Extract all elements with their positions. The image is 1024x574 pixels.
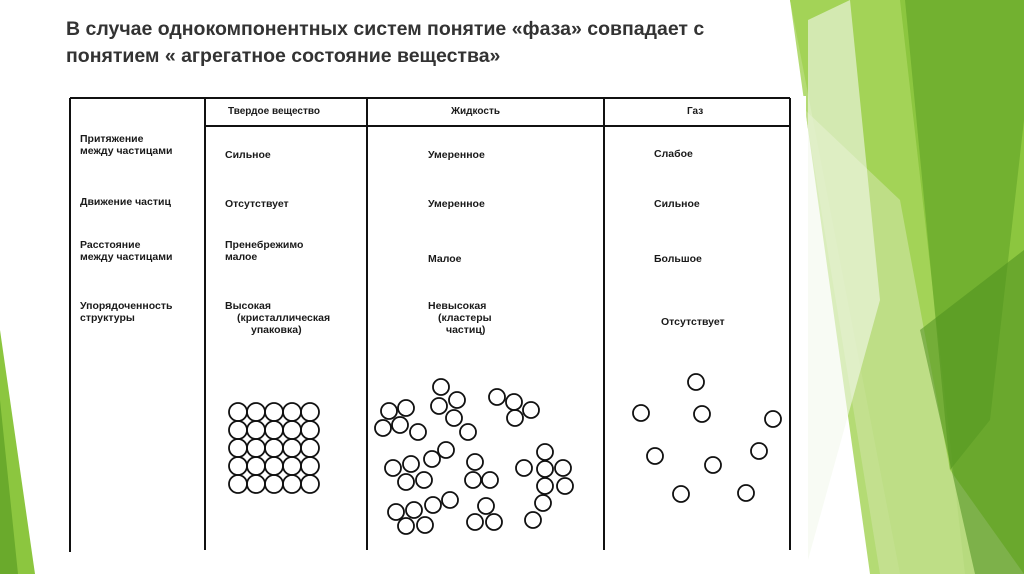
row-label-line: структуры (80, 312, 135, 324)
cell-gas-order: Отсутствует (661, 316, 725, 328)
row-label-movement: Движение частиц (80, 196, 171, 208)
cell-liquid-movement: Умеренное (428, 198, 485, 210)
cell-liquid-attraction: Умеренное (428, 149, 485, 161)
column-header-solid: Твердое вещество (228, 106, 320, 117)
cell-line: (кластеры (438, 312, 492, 324)
cell-gas-distance: Большое (654, 253, 702, 265)
row-label-line: Расстояние (80, 239, 141, 251)
cell-gas-attraction: Слабое (654, 148, 693, 160)
title-line-2: понятием « агрегатное состояние вещества» (66, 45, 501, 67)
row-label-distance (80, 239, 172, 263)
cell-solid-distance (225, 239, 303, 263)
cell-solid-movement: Отсутствует (225, 198, 289, 210)
cell-liquid-order (428, 300, 492, 336)
row-label-order (80, 300, 172, 324)
row-label-line: между частицами (80, 251, 173, 263)
row-label-line: Притяжение (80, 133, 144, 145)
title-line-1: В случае однокомпонентных систем понятие «фаза» совпадает с (66, 18, 705, 40)
cell-solid-attraction: Сильное (225, 149, 271, 161)
cell-solid-order (225, 300, 330, 336)
row-label-attraction (80, 133, 172, 157)
column-header-liquid: Жидкость (451, 106, 500, 117)
row-label-line: между частицами (80, 145, 173, 157)
cell-line: Пренебрежимо (225, 239, 304, 251)
cell-line: частиц) (446, 324, 486, 336)
cell-line: Невысокая (428, 300, 487, 312)
cell-line: малое (225, 251, 258, 263)
column-header-gas: Газ (687, 106, 704, 117)
cell-line: упаковка) (251, 324, 302, 336)
cell-line: Высокая (225, 300, 272, 312)
cell-gas-movement: Сильное (654, 198, 700, 210)
cell-line: (кристаллическая (237, 312, 331, 324)
row-label-line: Упорядоченность (80, 300, 173, 312)
cell-liquid-distance: Малое (428, 253, 462, 265)
